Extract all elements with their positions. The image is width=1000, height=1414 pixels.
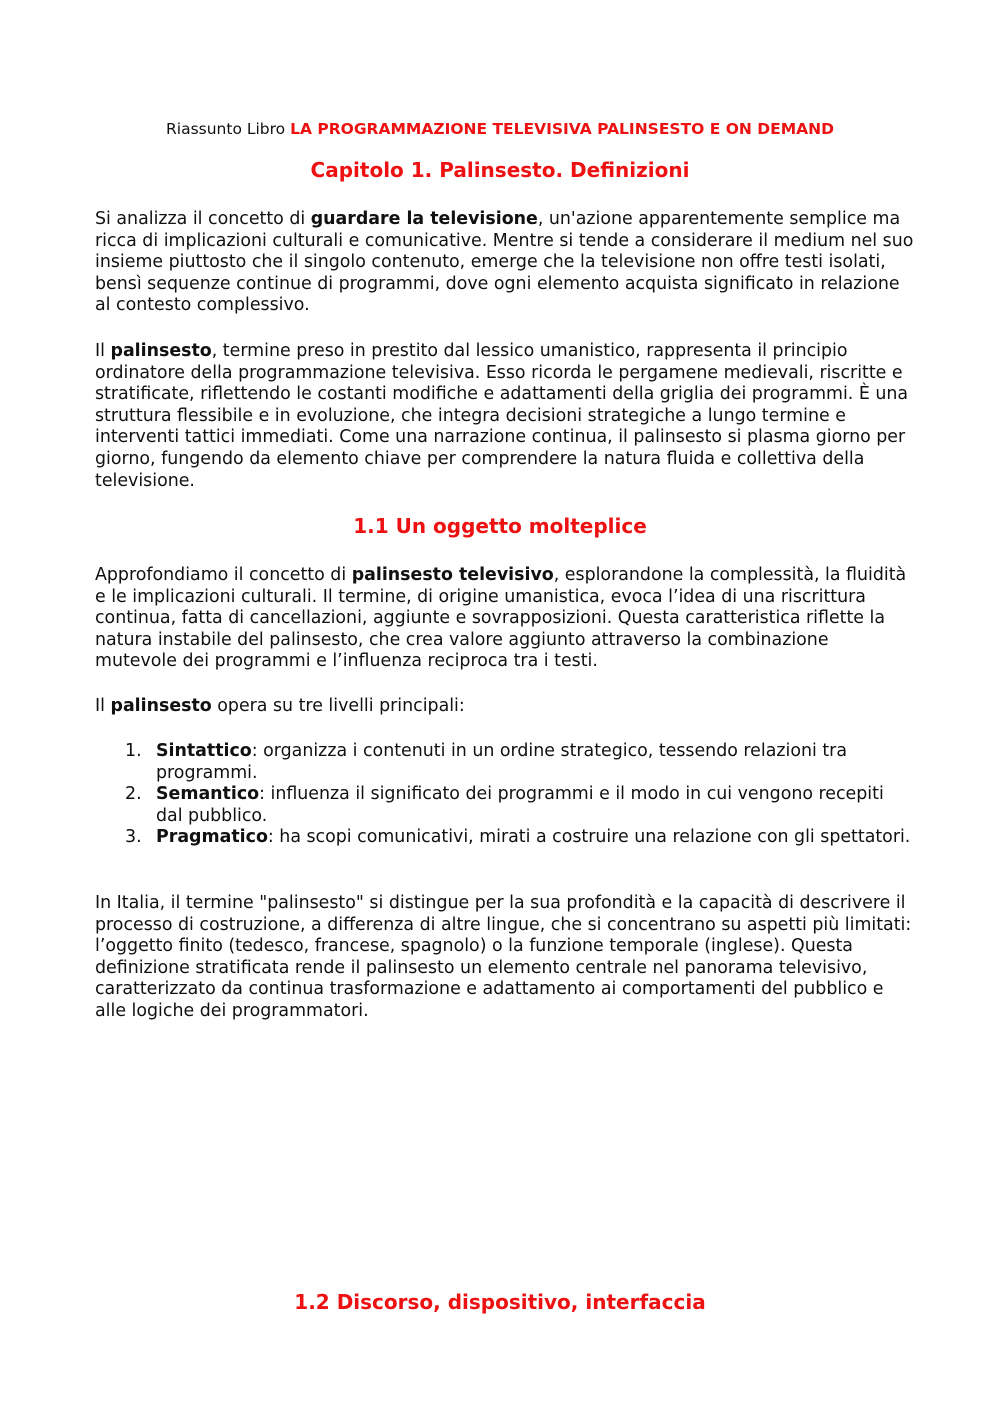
list-term: Semantico — [156, 784, 260, 805]
list-text: : organizza i contenuti in un ordine strategico, tessendo relazioni tra programmi. — [156, 741, 847, 783]
document-header — [0, 119, 1000, 139]
list-item — [95, 741, 915, 784]
chapter-1-paragraph-2 — [95, 341, 915, 492]
levels-list — [95, 741, 915, 849]
section-1-1-paragraph-2 — [95, 696, 915, 718]
list-number: 1. — [125, 741, 142, 761]
section-1-1-paragraph-1 — [95, 565, 915, 673]
list-term: Pragmatico — [156, 827, 268, 848]
text-run: , termine preso in prestito dal lessico umanistico, rappresenta il principio ordinatore della programmazione televisiva. Esso ricorda le pergamene medievali, riscritte e stratificate, riflettendo le costanti modifiche e adattamenti della griglia dei programmi. È una struttura flessibile e in evoluzione, che integra decisioni strategiche a lungo termine e interventi tattici immediati. Come una narrazione continua, il palinsesto si plasma giorno per giorno, fungendo da elemento chiave per comprendere la natura fluida e collettiva della televisione. — [95, 341, 909, 491]
text-run: Il — [95, 341, 111, 361]
header-prefix: Riassunto Libro — [166, 120, 286, 138]
list-text: : influenza il significato dei programmi e il modo in cui vengono recepiti dal pubblico. — [156, 784, 884, 826]
text-run: Approfondiamo il concetto di — [95, 565, 352, 585]
list-text: : ha scopi comunicativi, mirati a costruire una relazione con gli spettatori. — [267, 827, 911, 848]
list-number: 3. — [125, 827, 142, 848]
section-1-1-paragraph-3: In Italia, il termine "palinsesto" si distingue per la sua profondità e la capacità di descrivere il processo di costruzione, a differenza di altre lingue, che si concentrano su aspetti più limitati: l’oggetto finito (tedesco, francese, spagnolo) o la funzione temporale (inglese). Questa definizione stratificata rende il palinsesto un elemento centrale nel panorama televisivo, caratterizzato da continua trasformazione e adattamento ai comportamenti del pubblico e alle logiche dei programmatori. — [95, 893, 912, 1021]
list-term: Sintattico — [156, 741, 252, 761]
bold-term: palinsesto — [110, 341, 212, 361]
text-run: opera su tre livelli principali: — [211, 696, 465, 716]
book-title: LA PROGRAMMAZIONE TELEVISIVA PALINSESTO E ON DEMAND — [290, 120, 834, 138]
text-run: Il — [95, 696, 111, 716]
text-run: , esplorandone la complessità, la fluidità e le implicazioni culturali. Il termine, di origine umanistica, evoca l’idea di una riscrittura continua, fatta di cancellazioni, aggiunte e sovrapposizioni. Questa caratteristica riflette la natura instabile del palinsesto, che crea valore aggiunto attraverso la combinazione mutevole dei programmi e l’influenza reciproca tra i testi. — [95, 565, 907, 672]
bold-term: palinsesto televisivo — [351, 565, 554, 585]
chapter-1-title: Capitolo 1. Palinsesto. Definizioni — [310, 158, 690, 182]
text-run: Si analizza il concetto di — [95, 209, 311, 229]
text-run: , un'azione apparentemente semplice ma ricca di implicazioni culturali e comunicative. Mentre si tende a considerare il medium nel suo insieme piuttosto che il singolo contenuto, emerge che la televisione non offre testi isolati, bensì sequenze continue di programmi, dove ogni elemento acquista significato in relazione al contesto complessivo. — [95, 209, 914, 316]
list-item — [95, 827, 915, 849]
section-1-1-title: 1.1 Un oggetto molteplice — [353, 514, 647, 538]
section-1-2-title: 1.2 Discorso, dispositivo, interfaccia — [294, 1290, 706, 1314]
bold-term: guardare la televisione — [310, 209, 538, 229]
chapter-1-paragraph-1 — [95, 209, 915, 317]
list-item — [95, 784, 915, 827]
bold-term: palinsesto — [110, 696, 212, 716]
list-number: 2. — [125, 784, 142, 805]
